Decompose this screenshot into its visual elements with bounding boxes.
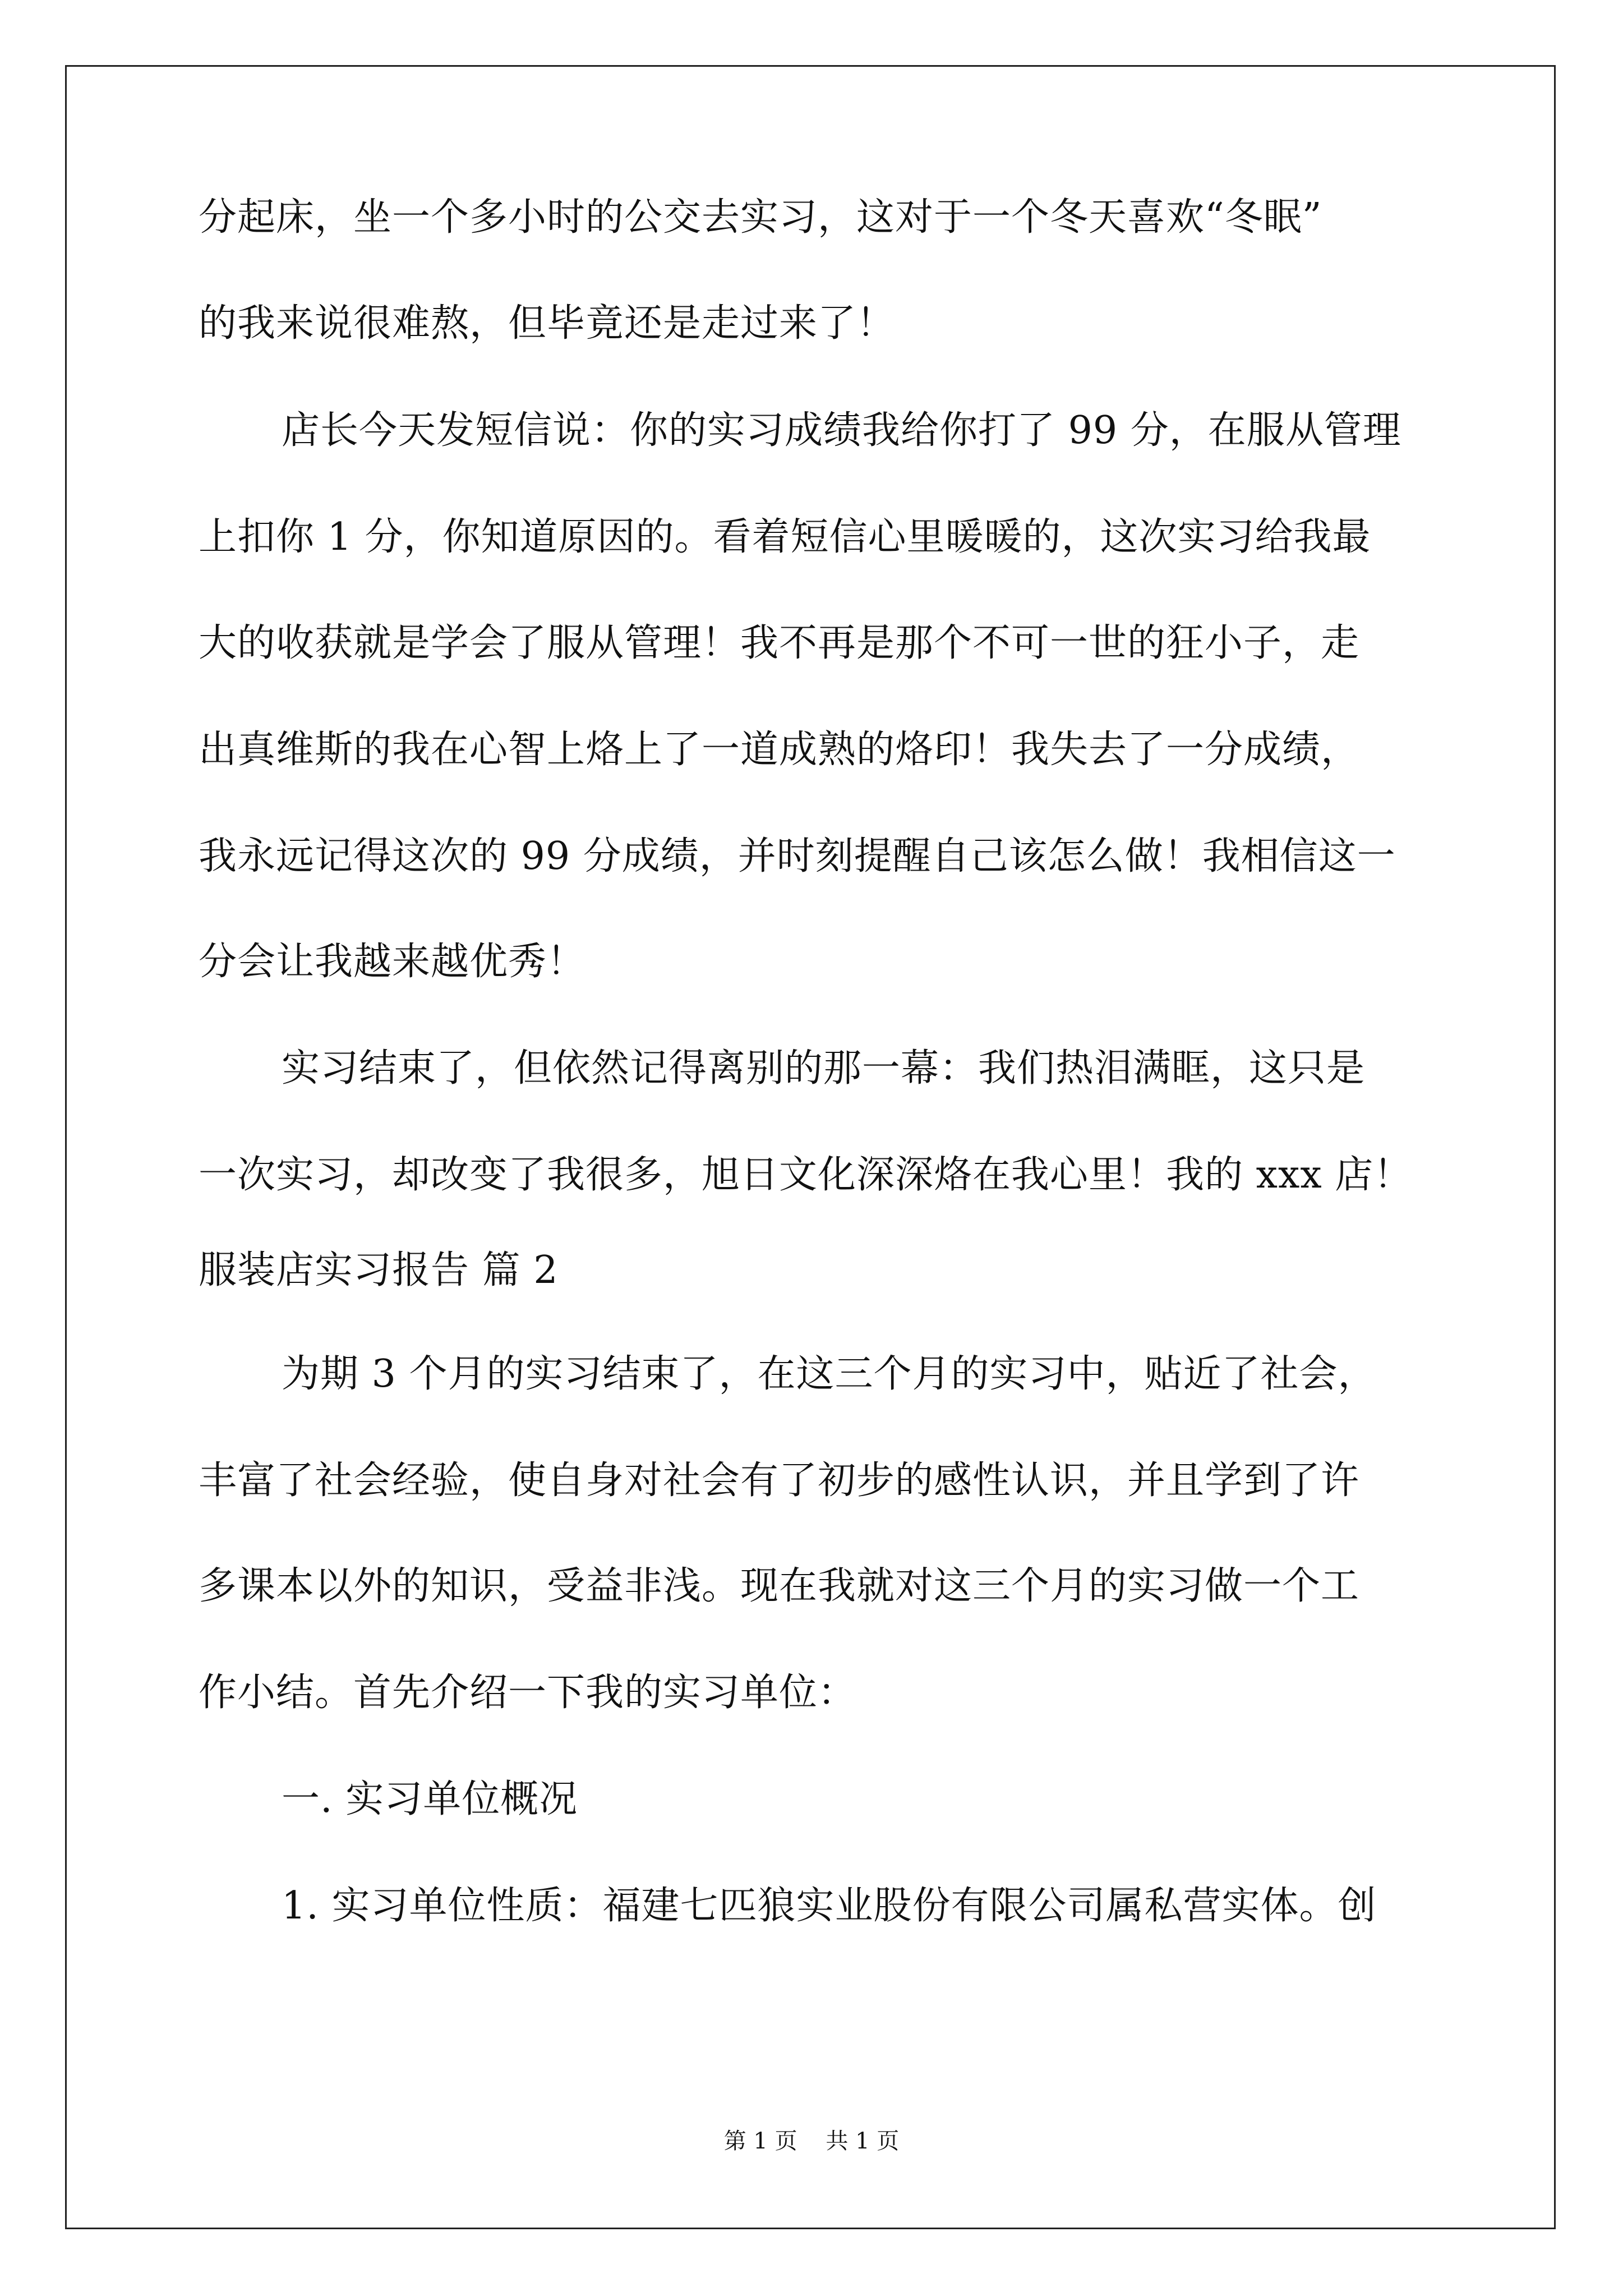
page-footer: 第 1 页 共 1 页 bbox=[723, 2128, 900, 2154]
text-line: 分起床，坐一个多小时的公交去实习，这对于一个冬天喜欢“冬眠” bbox=[199, 195, 1322, 240]
text-line: 实习结束了，但依然记得离别的那一幕：我们热泪满眶，这只是 bbox=[282, 1046, 1366, 1091]
text-line: 分会让我越来越优秀！ bbox=[199, 940, 586, 984]
text-line: 大的收获就是学会了服从管理！我不再是那个不可一世的狂小子，走 bbox=[199, 621, 1360, 665]
text-line: 一次实习，却改变了我很多，旭日文化深深烙在我心里！我的 xxx 店！ bbox=[199, 1153, 1413, 1197]
text-line: 为期 3 个月的实习结束了，在这三个月的实习中，贴近了社会， bbox=[282, 1352, 1377, 1396]
text-line: 的我来说很难熬，但毕竟还是走过来了！ bbox=[199, 301, 896, 346]
text-line: 1. 实习单位性质：福建七匹狼实业股份有限公司属私营实体。创 bbox=[282, 1884, 1377, 1928]
text-line: 作小结。首先介绍一下我的实习单位： bbox=[199, 1671, 857, 1715]
text-line: 丰富了社会经验，使自身对社会有了初步的感性认识，并且学到了许 bbox=[199, 1458, 1360, 1503]
text-line: 出真维斯的我在心智上烙上了一道成熟的烙印！我失去了一分成绩， bbox=[199, 728, 1360, 772]
text-line: 店长今天发短信说：你的实习成绩我给你打了 99 分，在服从管理 bbox=[282, 408, 1401, 453]
section-heading: 服装店实习报告 篇 2 bbox=[199, 1248, 559, 1292]
text-line: 上扣你 1 分，你知道原因的。看着短信心里暖暖的，这次实习给我最 bbox=[199, 515, 1371, 559]
text-line: 我永远记得这次的 99 分成绩，并时刻提醒自己该怎么做！我相信这一 bbox=[199, 834, 1396, 878]
subsection-heading: 一. 实习单位概况 bbox=[282, 1777, 578, 1821]
text-line: 多课本以外的知识，受益非浅。现在我就对这三个月的实习做一个工 bbox=[199, 1564, 1360, 1608]
